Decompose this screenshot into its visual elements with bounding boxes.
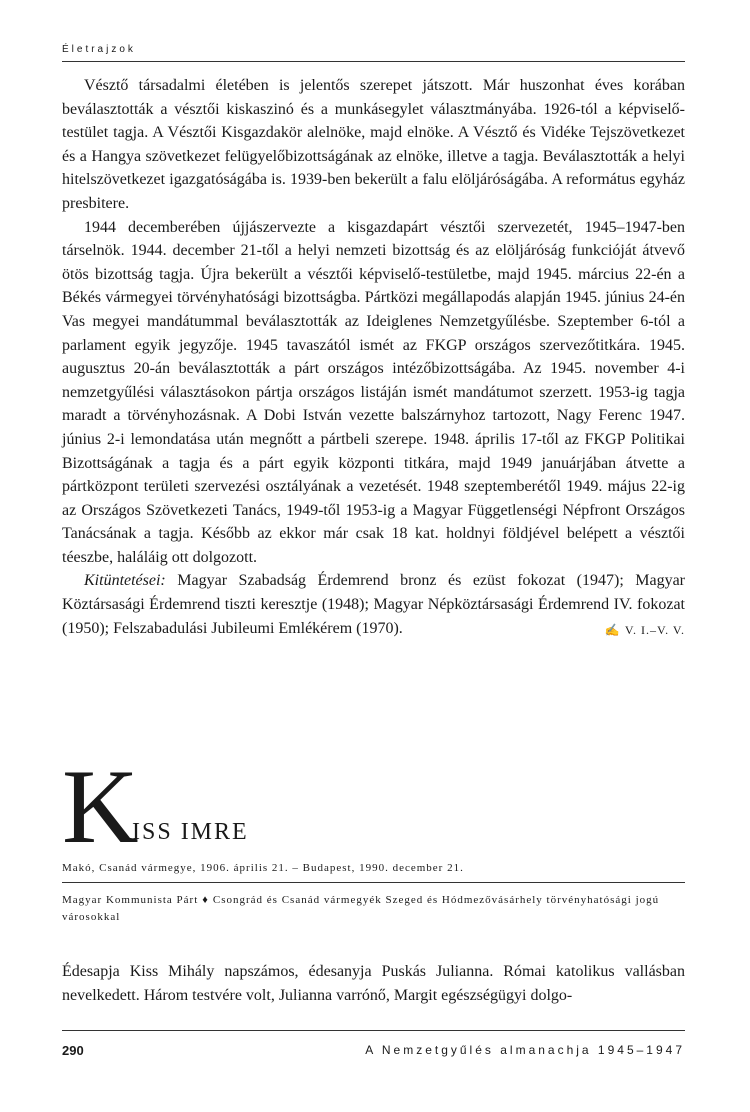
entry-name: ISS IMRE <box>132 819 249 845</box>
entry-rule <box>62 882 685 883</box>
book-title: A Nemzetgyűlés almanachja 1945–1947 <box>365 1043 685 1057</box>
pen-icon: ✍ <box>604 622 621 637</box>
signature-text: V. I.–V. V. <box>624 622 685 637</box>
diamond-icon: ♦ <box>202 894 209 906</box>
page-number: 290 <box>62 1043 84 1058</box>
constituency: Csongrád és Csanád vármegyék Szeged és Hódmezővásárhely törvényhatósági jogú városokkal <box>62 894 660 923</box>
paragraph: 1944 decemberében újjászervezte a kisgazdapárt vésztői szervezetét, 1945–1947-ben társelnök. 1944. december 21-től a helyi nemzeti bizottság és az elöljáróság funkcióját átvevő ötös bizottság tagja. Újra bekerült a vésztői képviselő-testületbe, majd 1945. március 22-én a Békés vármegyei törvényhatósági bizottságba. Pártközi megállapodás alapján 1945. június 24-én Vas megyei mandátummal beválasztották az Ideiglenes Nemzetgyűlésbe. Szeptember 6-tól a parlament egyik jegyzője. 1945 tavaszától ismét az FKGP országos szervezőtitkára. 1945. augusztus 20-án beválasztották a párt országos intézőbizottságába. Az 1945. november 4-i nemzetgyűlési választásokon pártja országos listáján ismét mandátumot szerzett. 1953-ig tagja maradt a törvényhozásnak. A Dobi István vezette balszárnyhoz tartozott, Nagy Ferenc 1947. június 2-i lemondatása után megnőtt a pártbeli szerepe. 1948. április 17-től az FKGP Politikai Bizottságának a tagja és a párt egyik központi titkára, majd 1949 januárjában átvette a pártközpont területi szervezési osztályának a vezetését. 1948 szeptemberétől 1949. május 22-ig az Országos Szövetkezeti Tanács, 1949-től 1953-ig a Magyar Függetlenségi Népfront Országos Tanácsának a tagja. Később az ekkor már csak 18 kat. holdnyi földjével belépett a vésztői téeszbe, haláláig ott dolgozott. <box>62 218 685 566</box>
awards-label: Kitüntetései: <box>84 572 166 590</box>
footer-rule <box>62 1030 685 1031</box>
party-name: Magyar Kommunista Párt <box>62 894 199 906</box>
awards-paragraph <box>62 569 685 640</box>
birth-death-line: Makó, Csanád vármegye, 1906. április 21. – Budapest, 1990. december 21. <box>62 862 464 874</box>
drop-initial: K <box>62 748 139 865</box>
entry-bio <box>62 960 685 1008</box>
author-signature <box>583 619 685 643</box>
awards-text: Magyar Szabadság Érdemrend bronz és ezüst fokozat (1947); Magyar Köztársasági Érdemrend tiszti keresztje (1948); Magyar Népköztársasági Érdemrend IV. fokozat (1950); Felszabadulási Jubileumi Emlékérem (1970). <box>62 572 686 637</box>
previous-entry-text <box>62 74 685 642</box>
bio-paragraph: Édesapja Kiss Mihály napszámos, édesanyja Puskás Julianna. Római katolikus vallásban nevelkedett. Három testvére volt, Julianna varrónő, Margit egészségügyi dolgo- <box>62 963 685 1004</box>
running-head: Életrajzok <box>62 44 136 55</box>
party-constituency <box>62 892 685 926</box>
paragraph: Vésztő társadalmi életében is jelentős szerepet játszott. Már huszonhat éves korában beválasztották a vésztői kiskaszinó és a munkásegylet választmányába. 1926-tól a képviselő-testület tagja. A Vésztői Kisgazdakör alelnöke, majd elnöke. A Vésztő és Vidéke Tejszövetkezet és a Hangya szövetkezet felügyelőbizottságának az elnöke, illetve a tagja. Beválasztották a helyi hitelszövetkezet igazgatóságába is. 1939-ben bekerült a falu elöljáróságába. A református egyház presbitere. <box>62 77 685 212</box>
header-rule <box>62 61 685 62</box>
